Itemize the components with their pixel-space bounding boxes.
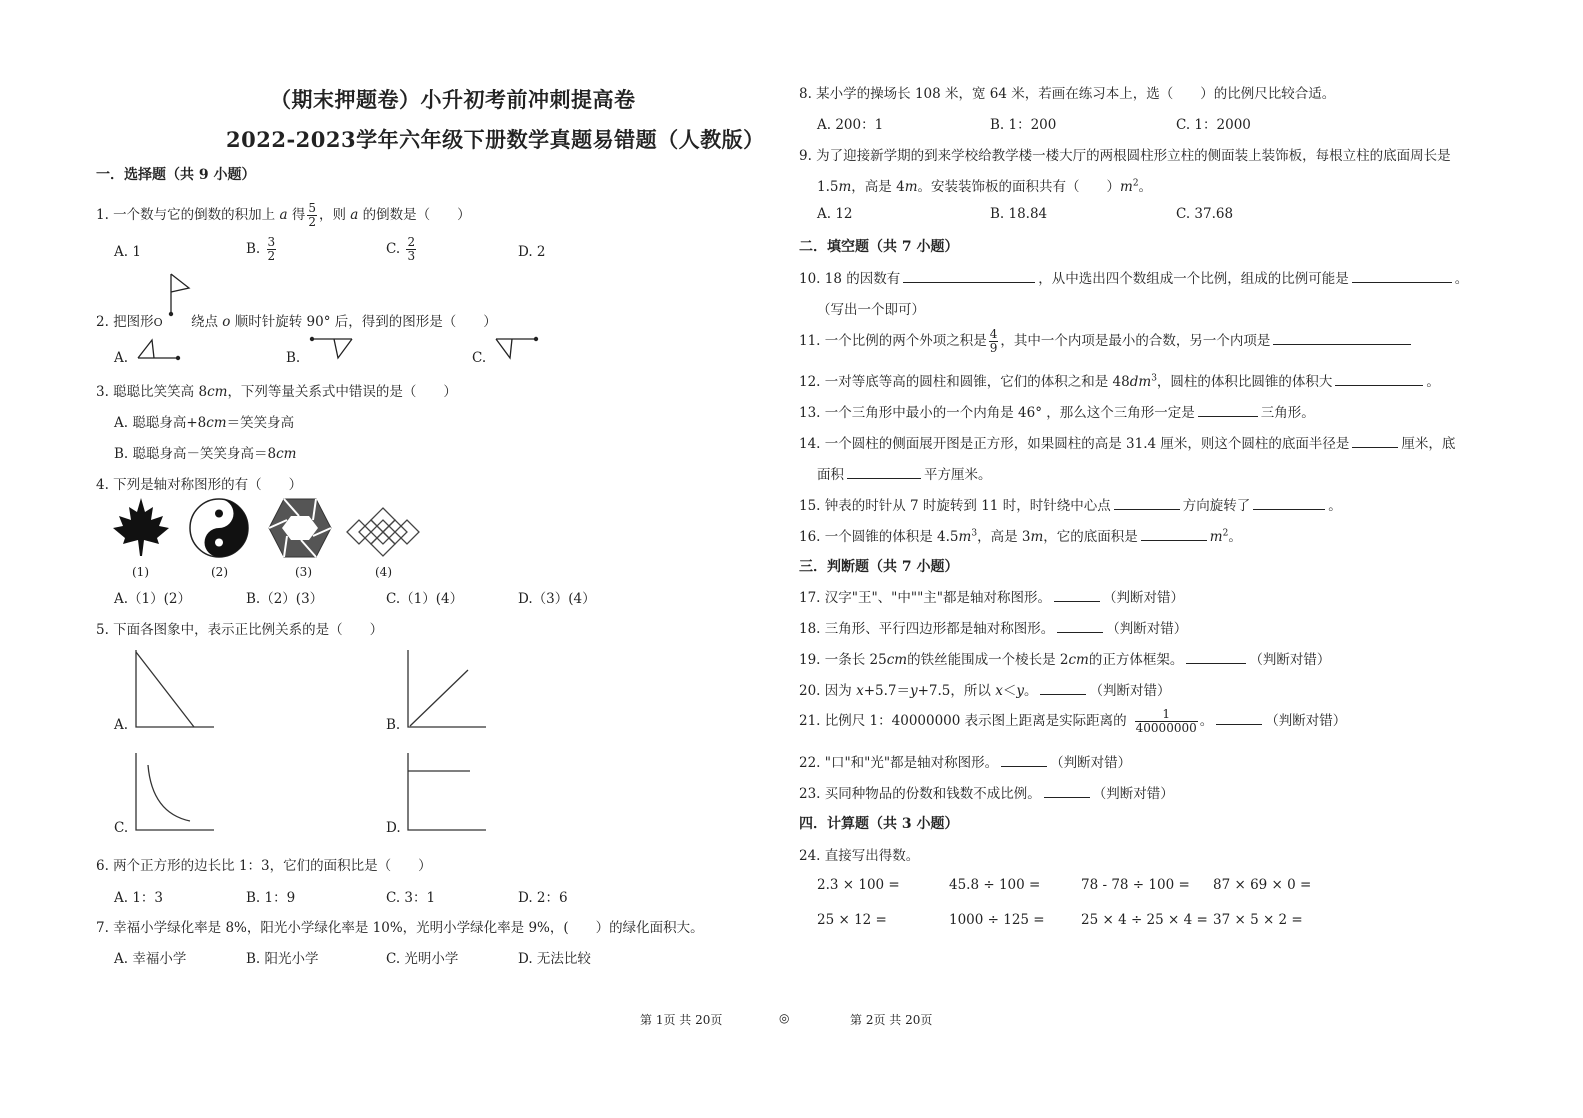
- q7-option-a[interactable]: A. 幸福小学: [114, 951, 187, 967]
- q13-blank[interactable]: [1198, 402, 1258, 417]
- question-13: 13. 一个三角形中最小的一个内角是 46° ，那么这个三角形一定是 三角形。: [799, 401, 1315, 421]
- graph-b-increasing-line[interactable]: [406, 648, 488, 730]
- q21-blank[interactable]: [1216, 710, 1262, 725]
- q1-text: 1. 一个数与它的倒数的积加上: [96, 207, 276, 223]
- q15-blank-2[interactable]: [1253, 495, 1325, 510]
- section-true-false: 三．判断题（共 7 小题）: [799, 559, 959, 575]
- q22-blank[interactable]: [1001, 752, 1047, 767]
- question-6: 6. 两个正方形的边长比 1：3，它们的面积比是（ ）: [96, 858, 432, 874]
- question-1: [96, 202, 471, 229]
- figure-label-4: (4): [375, 565, 392, 579]
- calc-item: 87 × 69 × 0 =: [1213, 877, 1312, 893]
- calc-item: 2.3 × 100 =: [817, 877, 900, 893]
- calc-item: 45.8 ÷ 100 =: [949, 877, 1041, 893]
- q2-figure-a[interactable]: [134, 334, 184, 362]
- q7-option-c[interactable]: C. 光明小学: [386, 951, 459, 967]
- q7-option-b[interactable]: B. 阳光小学: [246, 951, 319, 967]
- q11-blank[interactable]: [1273, 330, 1411, 345]
- calc-item: 25 × 4 ÷ 25 × 4 =: [1081, 912, 1208, 928]
- q23-blank[interactable]: [1044, 783, 1090, 798]
- question-19: 19. 一条长 25cm的铁丝能围成一个棱长是 2cm的正方体框架。 （判断对错）: [799, 648, 1330, 668]
- question-17: 17. 汉字"王"、"中""主"都是轴对称图形。 （判断对错）: [799, 586, 1184, 606]
- question-4: 4. 下列是轴对称图形的有（ ）: [96, 477, 303, 493]
- q2-figure-c[interactable]: [492, 334, 542, 362]
- section-fill-in: 二．填空题（共 7 小题）: [799, 239, 959, 255]
- q1-text-post: ，则: [318, 207, 346, 223]
- page-number-right: 第 2页 共 20页: [850, 1013, 933, 1027]
- q7-option-d[interactable]: D. 无法比较: [518, 951, 591, 967]
- q6-option-d[interactable]: D. 2：6: [518, 890, 568, 906]
- question-14-cont: 面积 平方厘米。: [817, 463, 992, 483]
- page-center-mark: ◎: [779, 1011, 790, 1025]
- q1-var: a: [279, 207, 288, 223]
- q6-option-a[interactable]: A. 1：3: [114, 890, 164, 906]
- q4-option-d[interactable]: D.（3）(4）: [518, 591, 596, 607]
- q3-option-b[interactable]: B. 聪聪身高－笑笑身高＝8cm: [114, 446, 297, 462]
- figure-label-2: (2): [211, 565, 228, 579]
- section-calculation: 四．计算题（共 3 小题）: [799, 816, 959, 832]
- q1-var2: a: [350, 207, 359, 223]
- q1-text-end: 的倒数是（ ）: [362, 207, 471, 223]
- q5-option-a[interactable]: A.: [114, 717, 129, 733]
- q2-option-a[interactable]: A.: [114, 350, 129, 366]
- maple-leaf-figure: [111, 496, 171, 558]
- question-9-line-2: 1.5m，高是 4m。安装装饰板的面积共有（ ）$m^2$。: [817, 178, 1153, 195]
- q1-option-a[interactable]: A. 1: [114, 244, 141, 260]
- q4-option-a[interactable]: A.（1）(2）: [114, 591, 191, 607]
- q10-note: （写出一个即可）: [817, 302, 925, 318]
- graph-c-hyperbola[interactable]: [134, 751, 216, 833]
- q2-option-c[interactable]: C.: [472, 350, 487, 366]
- q9-option-c[interactable]: C. 37.68: [1176, 206, 1234, 222]
- q1-option-d[interactable]: D. 2: [518, 244, 546, 260]
- q1-text-mid: 得: [291, 207, 306, 223]
- q5-option-d[interactable]: D.: [386, 820, 401, 836]
- flag-figure: [165, 270, 195, 320]
- question-9-line-1: 9. 为了迎接新学期的到来学校给教学楼一楼大厅的两根圆柱形立柱的侧面装上装饰板，每根立柱的底面周长是: [799, 148, 1451, 164]
- title-line-2: 2022-2023学年六年级下册数学真题易错题（人教版）: [226, 127, 765, 152]
- q1-fraction: $\frac{5}{2}$: [308, 201, 316, 229]
- page-number-left: 第 1页 共 20页: [640, 1013, 723, 1027]
- q8-option-c[interactable]: C. 1：2000: [1176, 117, 1251, 133]
- question-5: 5. 下面各图象中，表示正比例关系的是（ ）: [96, 622, 384, 638]
- question-8: 8. 某小学的操场长 108 米，宽 64 米，若画在练习本上，选（ ）的比例尺比较合适。: [799, 86, 1336, 102]
- question-14: 14. 一个圆柱的侧面展开图是正方形，如果圆柱的高是 31.4 厘米，则这个圆柱的底面半径是 厘米，底: [799, 432, 1455, 452]
- q14-blank-2[interactable]: [847, 464, 921, 479]
- yin-yang-figure: [188, 497, 250, 559]
- q5-option-b[interactable]: B.: [386, 717, 401, 733]
- q8-option-b[interactable]: B. 1：200: [990, 117, 1057, 133]
- section-choice: 一．选择题（共 9 小题）: [96, 167, 256, 183]
- q9-option-a[interactable]: A. 12: [817, 206, 853, 222]
- question-21: 21. 比例尺 1：40000000 表示图上距离是实际距离的 $\frac{1}{40000000}$ 。 （判断对错）: [799, 707, 1347, 735]
- q19-blank[interactable]: [1186, 649, 1246, 664]
- question-22: 22. "口"和"光"都是轴对称图形。 （判断对错）: [799, 751, 1131, 771]
- calc-item: 37 × 5 × 2 =: [1213, 912, 1303, 928]
- q1-option-c[interactable]: C. $\frac{2}{3}$: [386, 235, 416, 263]
- q14-blank-1[interactable]: [1352, 433, 1398, 448]
- calc-item: 78 - 78 ÷ 100 =: [1081, 877, 1190, 893]
- question-2: 2. 把图形O 绕点 o 顺时针旋转 90° 后，得到的图形是（ ）: [96, 314, 497, 330]
- question-10: 10. 18 的因数有 ，从中选出四个数组成一个比例，组成的比例可能是 。: [799, 267, 1468, 287]
- knot-pattern-figure: [345, 510, 425, 554]
- q5-option-c[interactable]: C.: [114, 820, 129, 836]
- q3-option-a[interactable]: A. 聪聪身高+8cm＝笑笑身高: [114, 415, 295, 431]
- question-3: 3. 聪聪比笑笑高 8cm，下列等量关系式中错误的是（ ）: [96, 384, 457, 400]
- q8-option-a[interactable]: A. 200：1: [817, 117, 884, 133]
- question-15: 15. 钟表的时针从 7 时旋转到 11 时，时针绕中心点 方向旋转了 。: [799, 494, 1342, 514]
- q4-option-b[interactable]: B.（2）(3）: [246, 591, 324, 607]
- q2-figure-b[interactable]: [308, 334, 358, 362]
- question-18: 18. 三角形、平行四边形都是轴对称图形。 （判断对错）: [799, 617, 1187, 637]
- calc-item: 1000 ÷ 125 =: [949, 912, 1045, 928]
- q10-blank-1[interactable]: [903, 268, 1035, 283]
- q12-blank[interactable]: [1335, 371, 1423, 386]
- q16-blank[interactable]: [1141, 526, 1207, 541]
- question-20: 20. 因为 x+5.7＝y+7.5，所以 x＜y。 （判断对错）: [799, 679, 1170, 699]
- figure-label-1: (1): [132, 565, 149, 579]
- q6-option-b[interactable]: B. 1：9: [246, 890, 296, 906]
- q10-blank-2[interactable]: [1352, 268, 1452, 283]
- q20-blank[interactable]: [1040, 680, 1086, 695]
- q6-option-c[interactable]: C. 3：1: [386, 890, 436, 906]
- question-23: 23. 买同种物品的份数和钱数不成比例。 （判断对错）: [799, 782, 1174, 802]
- q15-blank-1[interactable]: [1114, 495, 1180, 510]
- q18-blank[interactable]: [1057, 618, 1103, 633]
- q17-blank[interactable]: [1054, 587, 1100, 602]
- graph-a-decreasing-line[interactable]: [134, 648, 216, 730]
- hexagon-pinwheel-figure: [267, 496, 333, 560]
- q1-option-b[interactable]: B. $\frac{3}{2}$: [246, 235, 276, 263]
- q9-option-b[interactable]: B. 18.84: [990, 206, 1048, 222]
- q2-option-b[interactable]: B.: [286, 350, 301, 366]
- question-16: 16. 一个圆锥的体积是 $4.5m^3$，高是 3m，它的底面积是 $m^2$。: [799, 525, 1242, 545]
- figure-label-3: (3): [295, 565, 312, 579]
- question-11: 11. 一个比例的两个外项之积是 $\frac{4}{9}$ ，其中一个内项是最小的合数，另一个内项是: [799, 328, 1414, 355]
- graph-d-constant-line[interactable]: [406, 751, 488, 833]
- question-7: 7. 幸福小学绿化率是 8%，阳光小学绿化率是 10%，光明小学绿化率是 9%，( ）的绿化面积大。: [96, 920, 704, 936]
- calc-item: 25 × 12 =: [817, 912, 887, 928]
- title-line-1: （期末押题卷）小升初考前冲刺提高卷: [270, 87, 636, 112]
- q4-option-c[interactable]: C.（1）(4）: [386, 591, 464, 607]
- question-12: 12. 一对等底等高的圆柱和圆锥，它们的体积之和是 $48dm^3$，圆柱的体积比圆锥的体积大 。: [799, 370, 1440, 390]
- question-24: 24. 直接写出得数。: [799, 848, 920, 864]
